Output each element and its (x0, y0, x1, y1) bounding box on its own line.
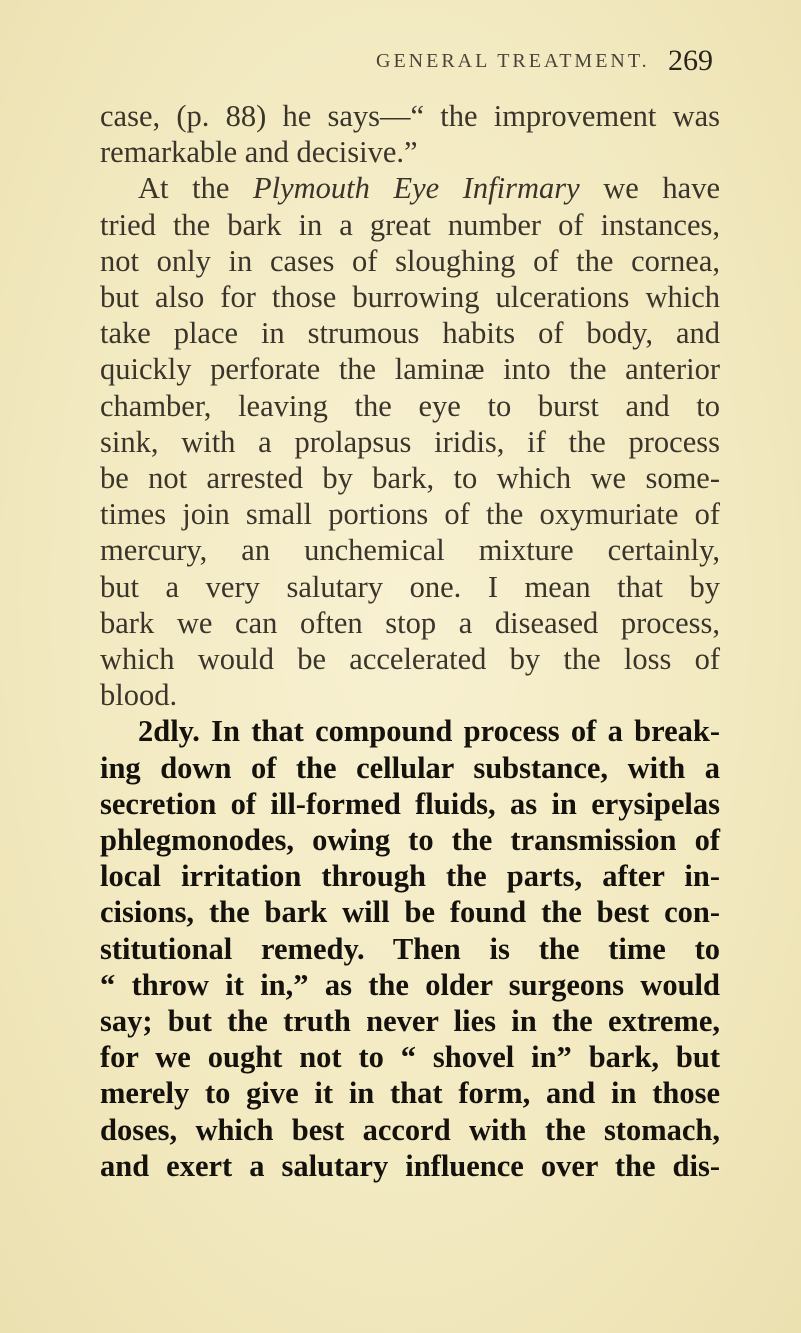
text-line: for we ought not to “ shovel in” bark, but (100, 1040, 720, 1075)
text-line: local irritation through the parts, after in- (100, 859, 720, 894)
text-line: but a very salutary one. I mean that by (100, 569, 720, 604)
text-line: bark we can often stop a diseased process, (100, 605, 720, 640)
text-line: merely to give it in that form, and in those (100, 1076, 720, 1111)
text-line: 2dly. In that compound process of a break- (138, 714, 720, 749)
running-title: GENERAL TREATMENT. (376, 50, 650, 72)
text-line: “ throw it in,” as the older surgeons would (100, 967, 720, 1002)
text-line: times join small portions of the oxymuriate of (100, 497, 720, 532)
text-line: tried the bark in a great number of instances, (100, 207, 720, 242)
text-line: and exert a salutary influence over the dis- (100, 1148, 720, 1183)
text-line: quickly perforate the laminæ into the anterior (100, 352, 720, 387)
text-line: remarkable and decisive.” (100, 135, 418, 170)
text-line: cisions, the bark will be found the best con- (100, 895, 720, 930)
text-line: sink, with a prolapsus iridis, if the process (100, 424, 720, 459)
text-line: but also for those burrowing ulcerations which (100, 280, 720, 314)
text-line: phlegmonodes, owing to the transmission of (100, 823, 720, 857)
text-line: not only in cases of sloughing of the cornea, (100, 243, 720, 278)
running-head (0, 44, 801, 90)
institution-name: Plymouth Eye Infirmary (252, 171, 580, 206)
text-line: be not arrested by bark, to which we some- (100, 461, 720, 495)
text-line: mercury, an unchemical mixture certainly, (100, 533, 720, 568)
page-number: 269 (668, 44, 713, 77)
text-line: say; but the truth never lies in the extreme, (100, 1004, 720, 1038)
text-line: blood. (100, 678, 178, 713)
text-line: secretion of ill-formed fluids, as in erysipelas (100, 786, 720, 821)
text-line: stitutional remedy. Then is the time to (100, 931, 720, 966)
text-line: doses, which best accord with the stomach, (100, 1112, 720, 1147)
text-line: ing down of the cellular substance, with a (100, 750, 720, 785)
text-line: At the Plymouth Eye Infirmary we have (138, 171, 721, 206)
text-line: case, (p. 88) he says—“ the improvement was (100, 99, 720, 133)
text-line: which would be accelerated by the loss of (100, 642, 720, 676)
text-line: take place in strumous habits of body, and (100, 316, 720, 351)
text-line: chamber, leaving the eye to burst and to (100, 388, 720, 423)
